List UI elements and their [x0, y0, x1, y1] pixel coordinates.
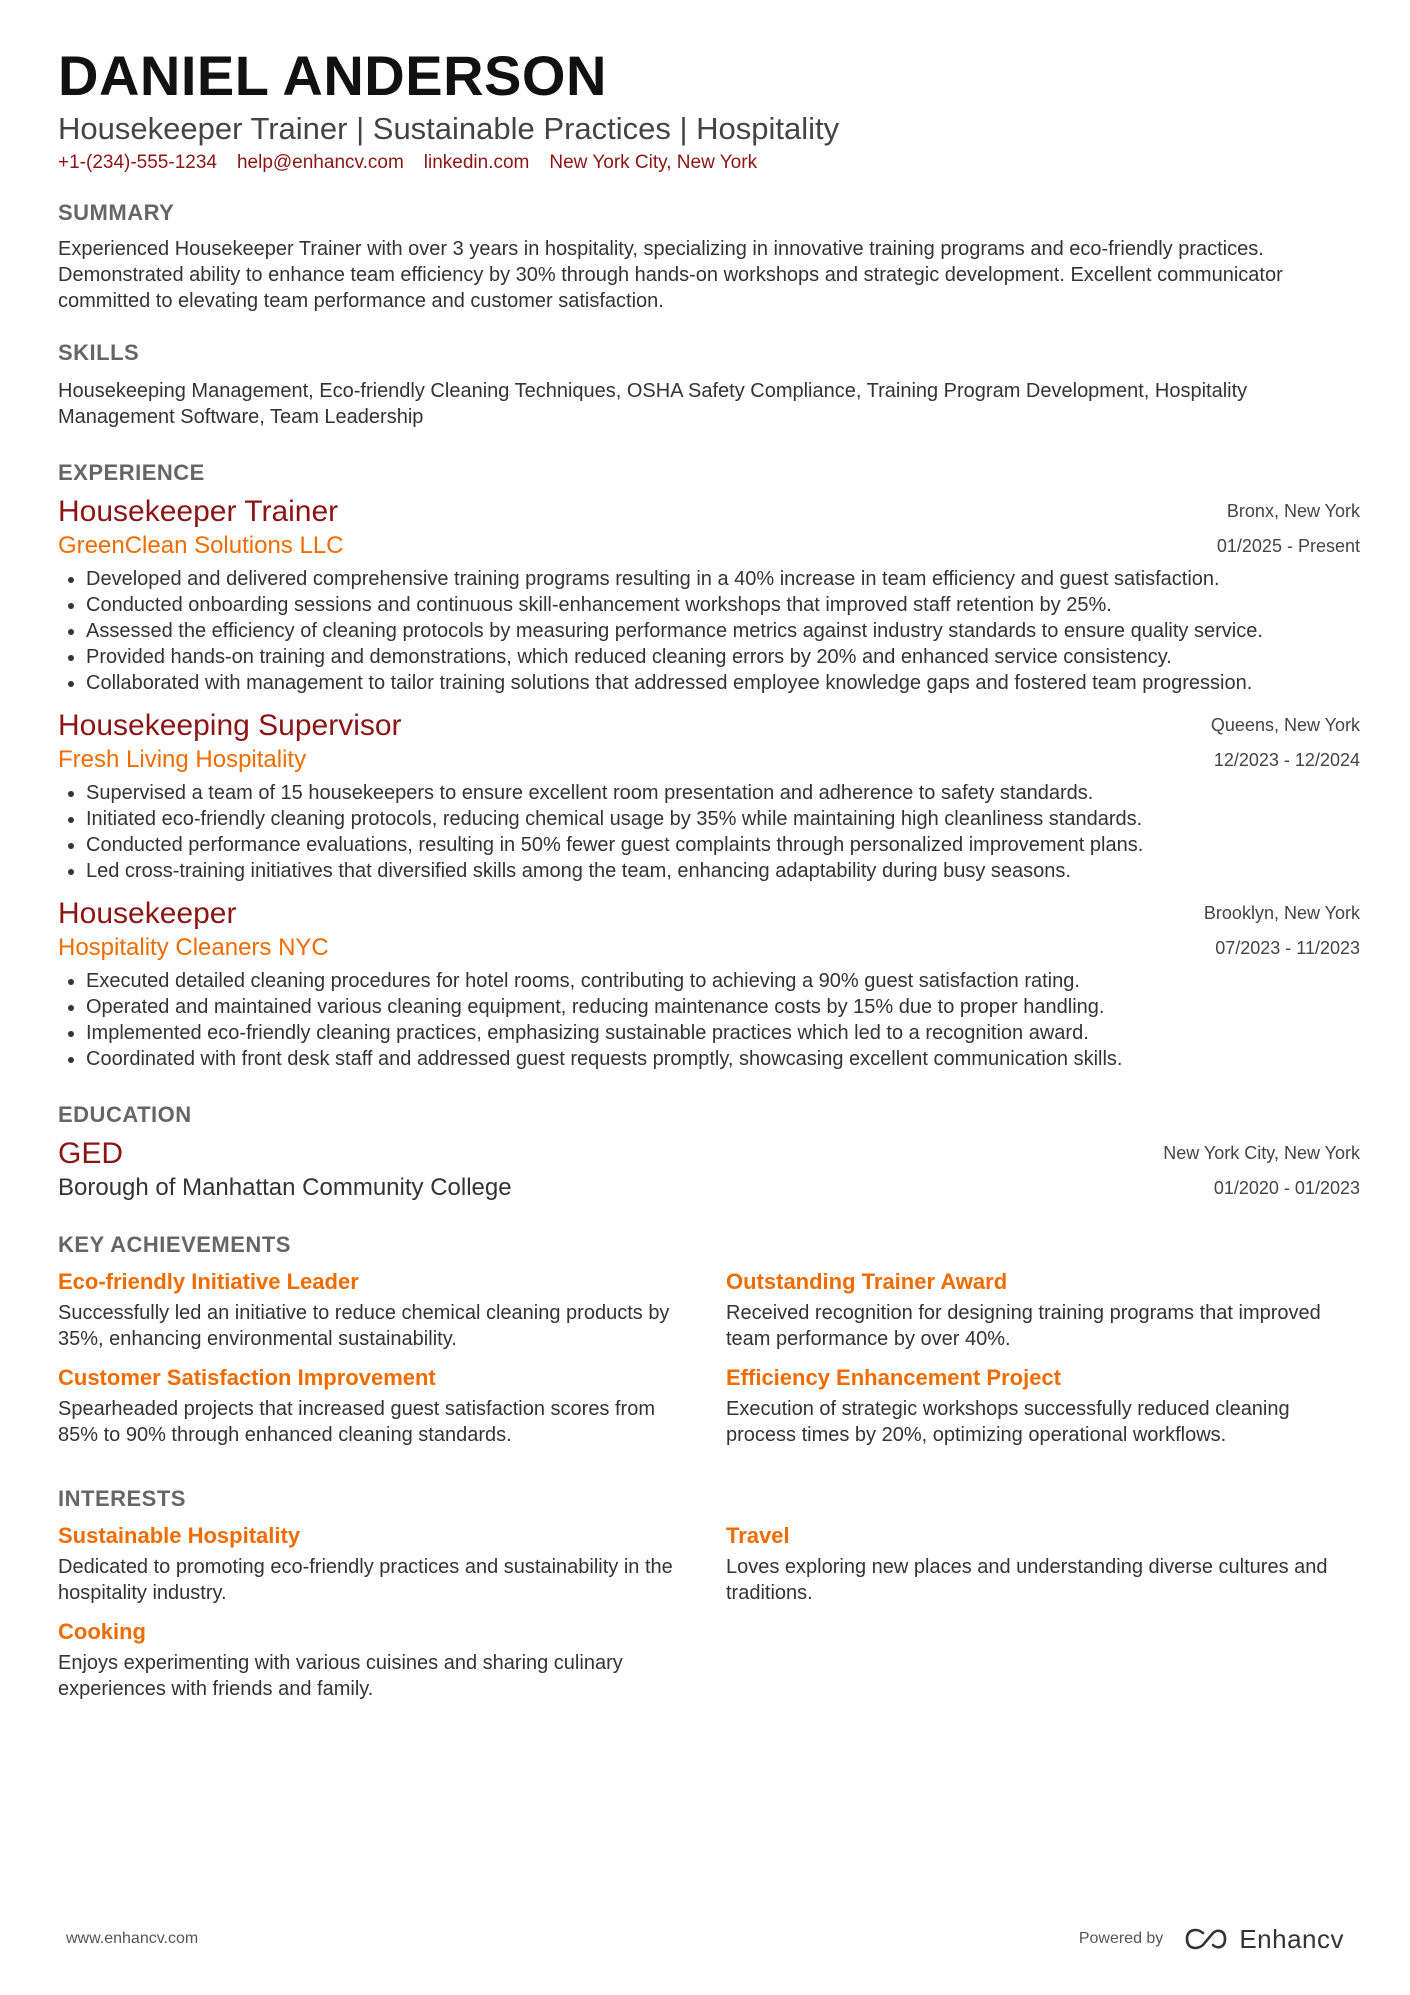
- job-location: Brooklyn, New York: [1203, 903, 1360, 923]
- job-bullets: [58, 968, 1360, 1072]
- job-dates: 07/2023 - 11/2023: [1215, 938, 1360, 958]
- job-bullet: • Executed detailed cleaning procedures for hotel rooms, contributing to achieving a 90% guest satisfaction rating.: [86, 968, 1360, 994]
- section-title-experience: EXPERIENCE: [58, 460, 205, 485]
- job-role: Housekeeper Trainer: [58, 495, 339, 528]
- job-company: GreenClean Solutions LLC: [58, 532, 344, 559]
- job-header: [58, 708, 1360, 778]
- achievement-title: Efficiency Enhancement Project: [726, 1365, 1061, 1390]
- job-location: Bronx, New York: [1226, 501, 1360, 521]
- job-header: [58, 896, 1360, 966]
- job-bullet: • Developed and delivered comprehensive training programs resulting in a 40% increase in team efficiency and guest satisfaction.: [86, 566, 1360, 592]
- job-dates: 12/2023 - 12/2024: [1213, 750, 1360, 770]
- section-title-skills: SKILLS: [58, 340, 140, 365]
- section-title-education: EDUCATION: [58, 1102, 192, 1127]
- job-dates: 01/2025 - Present: [1216, 536, 1360, 556]
- achievement-title: Customer Satisfaction Improvement: [58, 1365, 436, 1390]
- interest-text: Loves exploring new places and understanding diverse cultures and traditions.: [726, 1556, 1328, 1604]
- contact-bar: [58, 150, 1360, 176]
- interest-item: [58, 1520, 692, 1606]
- powered-by-label: Powered by: [1078, 1930, 1164, 1947]
- interest-title: Sustainable Hospitality: [58, 1523, 301, 1548]
- job-bullet: • Conducted performance evaluations, resulting in 50% fewer guest complaints through personalized improvement plans.: [86, 832, 1360, 858]
- job-bullets: [58, 566, 1360, 696]
- linkedin-link[interactable]: linkedin.com: [423, 152, 530, 173]
- experience-section: [58, 458, 1360, 1072]
- job-bullet: • Operated and maintained various cleaning equipment, reducing maintenance costs by 15% due to proper handling.: [86, 994, 1360, 1020]
- skills-section: [58, 338, 1360, 430]
- enhancv-logo-icon: [1183, 1927, 1229, 1951]
- achievement-title: Outstanding Trainer Award: [726, 1269, 1008, 1294]
- job-bullets: [58, 780, 1360, 884]
- interest-text: Enjoys experimenting with various cuisines and sharing culinary experiences with friends and family.: [58, 1652, 623, 1700]
- resume-content: [58, 42, 1360, 1712]
- achievement-item: [58, 1266, 692, 1352]
- achievement-title: Eco-friendly Initiative Leader: [58, 1269, 359, 1294]
- achievements-grid: [58, 1266, 1360, 1458]
- education-entry: [58, 1136, 1360, 1206]
- job-bullet: • Initiated eco-friendly cleaning protocols, reducing chemical usage by 35% while maintaining high cleanliness standards.: [86, 806, 1360, 832]
- section-title-achievements: KEY ACHIEVEMENTS: [58, 1232, 291, 1257]
- job-entry: [58, 494, 1360, 696]
- email-link[interactable]: help@enhancv.com: [236, 152, 404, 173]
- headline: Housekeeper Trainer | Sustainable Practices | Hospitality: [58, 111, 840, 146]
- interest-item: [58, 1616, 692, 1702]
- achievement-item: [58, 1362, 692, 1448]
- footer-url-link[interactable]: www.enhancv.com: [66, 1930, 199, 1947]
- education-dates: 01/2020 - 01/2023: [1213, 1178, 1360, 1198]
- candidate-name: DANIEL ANDERSON: [58, 44, 607, 107]
- job-bullet: • Provided hands-on training and demonstrations, which reduced cleaning errors by 20% and enhanced service consistency.: [86, 644, 1360, 670]
- section-title-interests: INTERESTS: [58, 1486, 186, 1511]
- summary-section: [58, 198, 1360, 314]
- interest-text: Dedicated to promoting eco-friendly practices and sustainability in the hospitality industry.: [58, 1556, 673, 1604]
- header: [58, 42, 1360, 176]
- job-bullet: • Assessed the efficiency of cleaning protocols by measuring performance metrics against industry standards to ensure quality service.: [86, 618, 1360, 644]
- location-text: New York City, New York: [549, 152, 758, 173]
- job-role: Housekeeping Supervisor: [58, 709, 402, 742]
- interest-title: Travel: [726, 1523, 790, 1548]
- job-role: Housekeeper: [58, 897, 237, 930]
- achievement-text: Spearheaded projects that increased guest satisfaction scores from 85% to 90% through enhanced cleaning standards.: [58, 1398, 655, 1446]
- education-section: [58, 1100, 1360, 1206]
- phone-link[interactable]: +1-(234)-555-1234: [58, 152, 217, 173]
- interest-title: Cooking: [58, 1619, 146, 1644]
- job-bullet: • Conducted onboarding sessions and continuous skill-enhancement workshops that improved staff retention by 25%.: [86, 592, 1360, 618]
- education-degree: GED: [58, 1137, 124, 1170]
- job-company: Fresh Living Hospitality: [58, 746, 307, 773]
- job-bullet: • Collaborated with management to tailor training solutions that addressed employee knowledge gaps and fostered team progression.: [86, 670, 1360, 696]
- achievement-text: Execution of strategic workshops successfully reduced cleaning process times by 20%, optimizing operational workflows.: [726, 1398, 1290, 1446]
- job-entry: [58, 708, 1360, 884]
- achievements-section: [58, 1230, 1360, 1458]
- job-bullet: • Implemented eco-friendly cleaning practices, emphasizing sustainable practices which led to a recognition award.: [86, 1020, 1360, 1046]
- education-location: New York City, New York: [1163, 1143, 1360, 1163]
- section-title-summary: SUMMARY: [58, 200, 175, 225]
- footer: [66, 1919, 1344, 1959]
- education-school: Borough of Manhattan Community College: [58, 1174, 512, 1201]
- interests-section: [58, 1484, 1360, 1712]
- job-bullet: • Led cross-training initiatives that diversified skills among the team, enhancing adaptability during busy seasons.: [86, 858, 1360, 884]
- job-company: Hospitality Cleaners NYC: [58, 934, 329, 961]
- interests-grid: [58, 1520, 1360, 1712]
- achievement-item: [726, 1266, 1360, 1352]
- job-entry: [58, 896, 1360, 1072]
- achievement-text: Successfully led an initiative to reduce chemical cleaning products by 35%, enhancing environmental sustainability.: [58, 1302, 670, 1350]
- achievement-item: [726, 1362, 1360, 1448]
- summary-text: Experienced Housekeeper Trainer with over 3 years in hospitality, specializing in innovative training programs and eco-friendly practices. Demonstrated ability to enhance team efficiency by 30% through hands-on workshops and strategic development. Excellent communicator committed to elevating team performance and customer satisfaction.: [58, 238, 1283, 312]
- brand-name: Enhancv: [1239, 1923, 1344, 1954]
- job-bullet: • Coordinated with front desk staff and addressed guest requests promptly, showcasing excellent communication skills.: [86, 1046, 1360, 1072]
- footer-branding: [1079, 1924, 1344, 1955]
- skills-text: Housekeeping Management, Eco-friendly Cleaning Techniques, OSHA Safety Compliance, Training Program Development, Hospitality Management Software, Team Leadership: [58, 380, 1248, 428]
- achievement-text: Received recognition for designing training programs that improved team performance by over 40%.: [726, 1302, 1321, 1350]
- job-bullet: • Supervised a team of 15 housekeepers to ensure excellent room presentation and adherence to safety standards.: [86, 780, 1360, 806]
- job-location: Queens, New York: [1210, 715, 1360, 735]
- brand-logo[interactable]: [1183, 1924, 1344, 1955]
- interest-item: [726, 1520, 1360, 1606]
- job-header: [58, 494, 1360, 564]
